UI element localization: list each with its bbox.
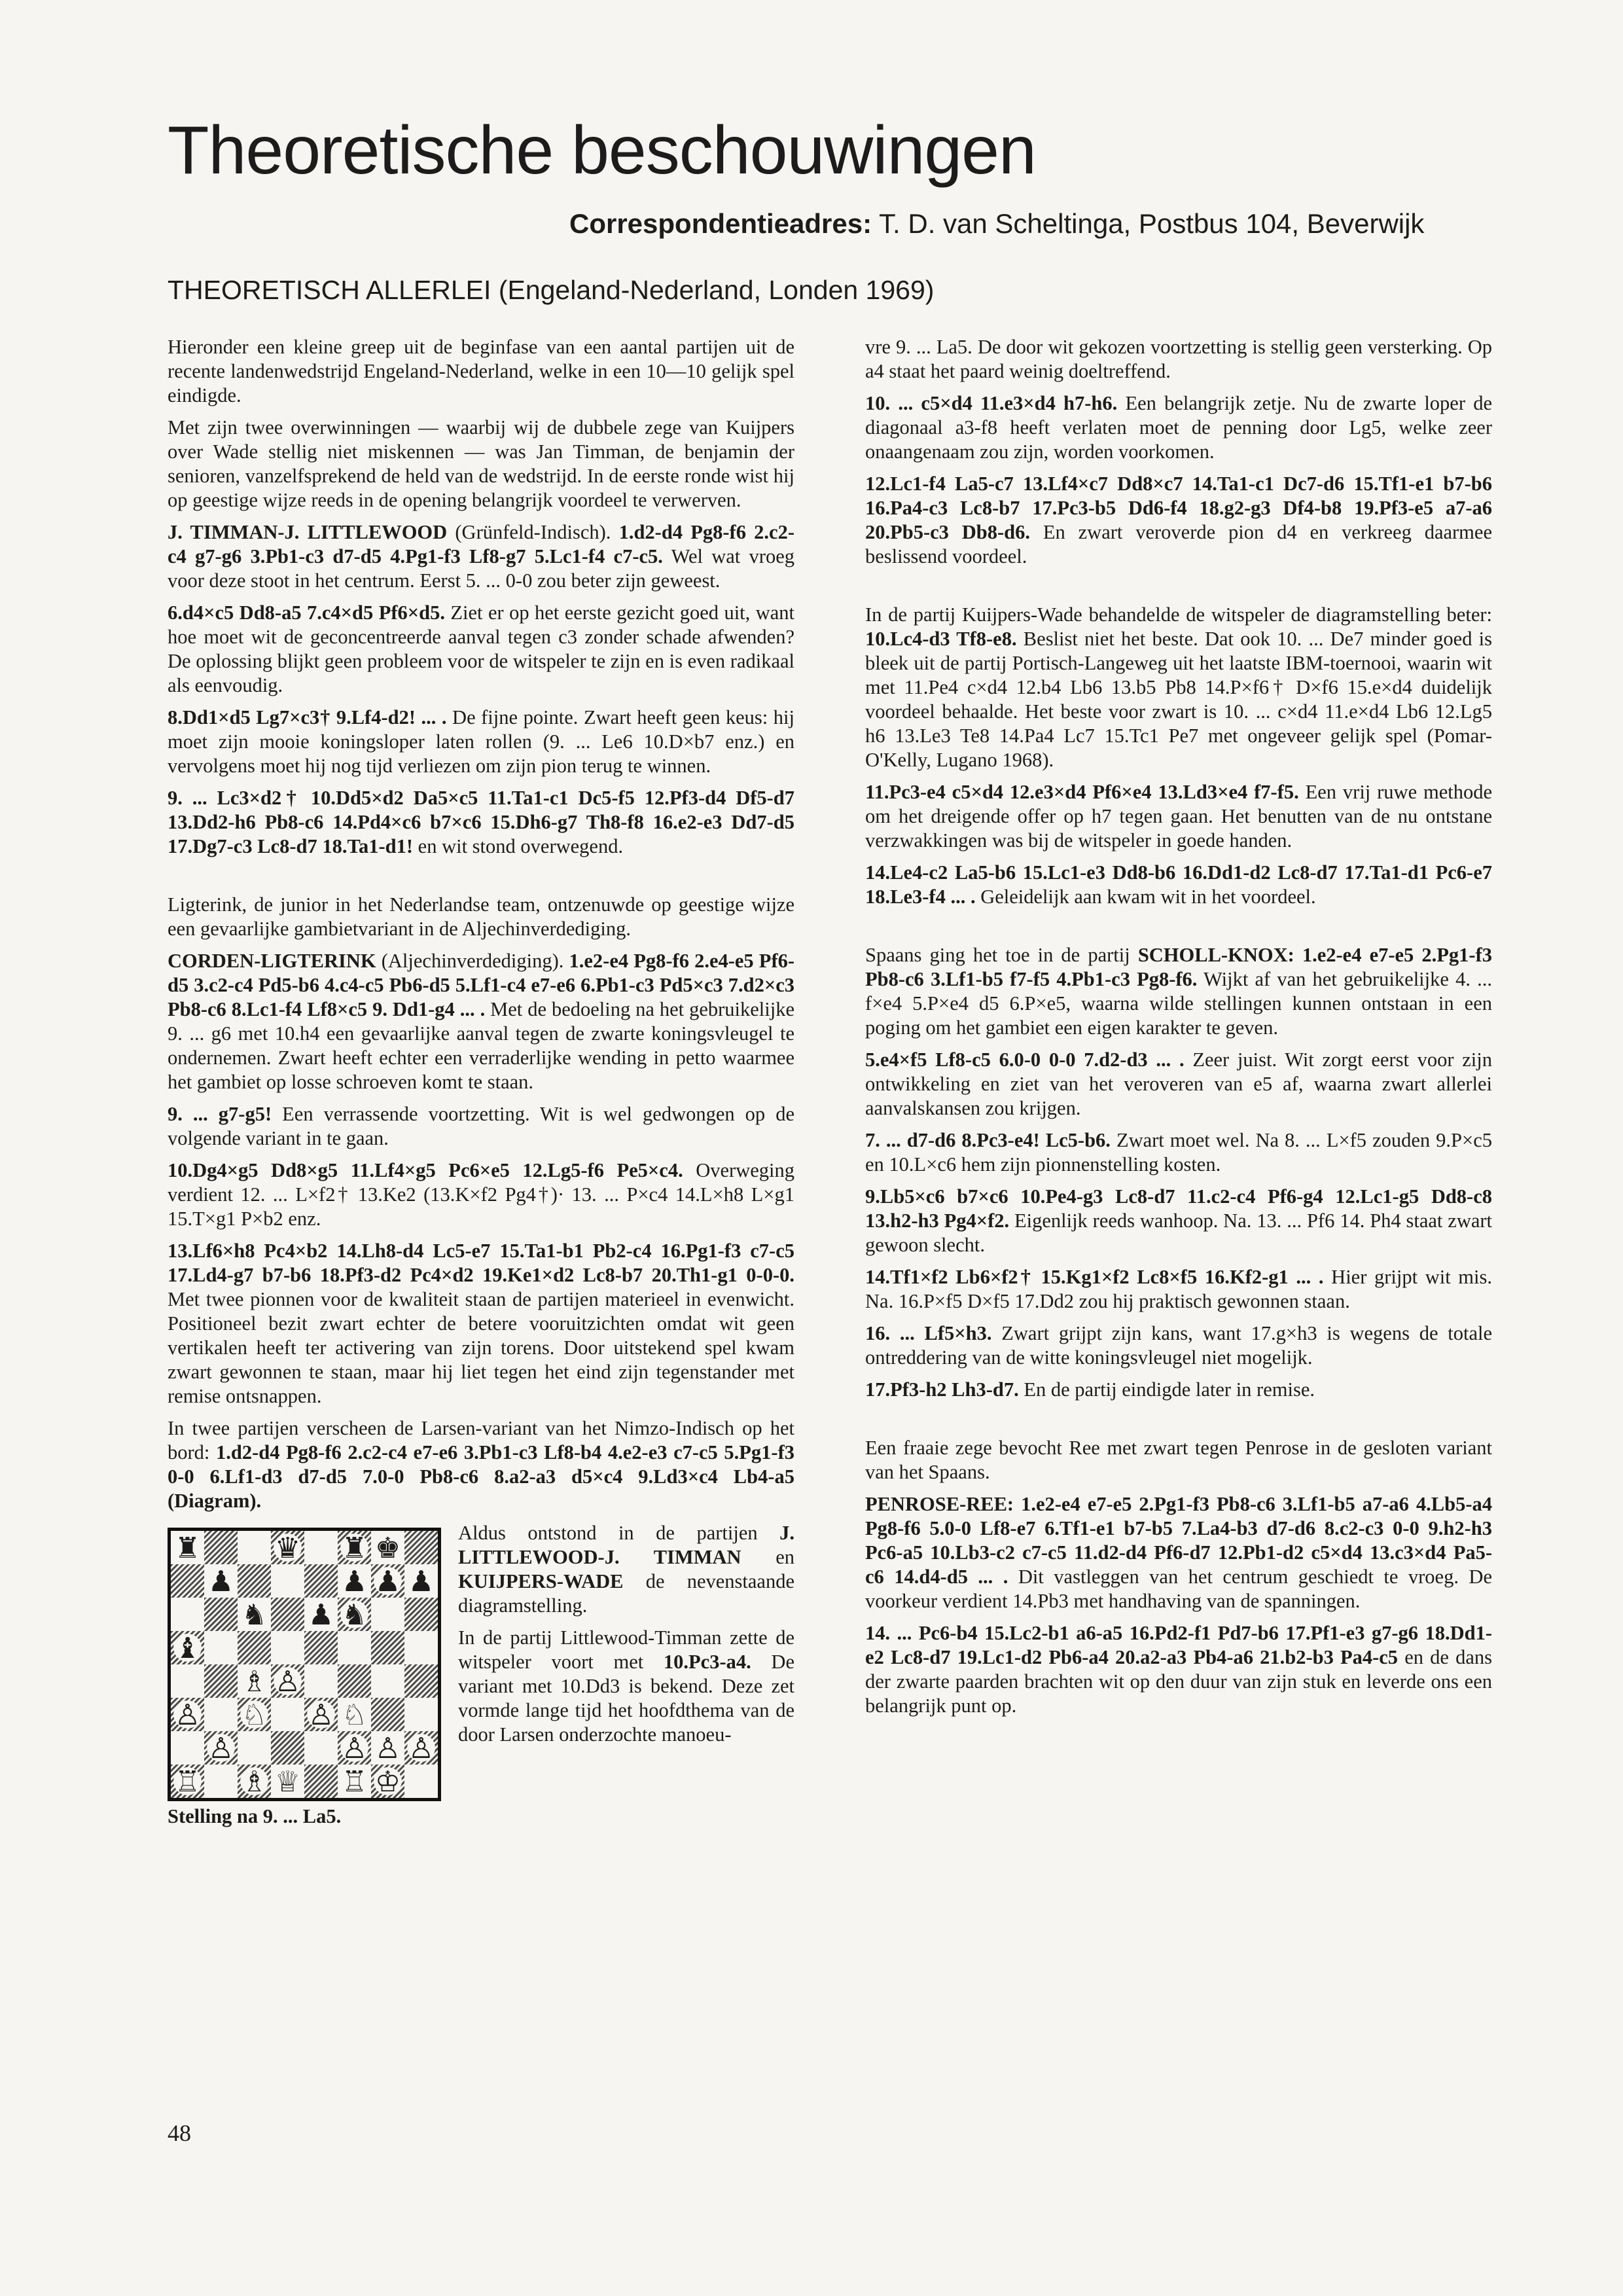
white-rook-icon: ♖ [174, 1765, 201, 1799]
annotation-paragraph: 6.d4×c5 Dd8-a5 7.c4×d5 Pf6×d5. Ziet er op het eerste gezicht goed uit, want hoe moet wit de geconcentreerde aanval tegen c3 zonder schade afwenden? De oplossing blijkt geen probleem voor de witspeler te zijn en is even radikaal als eenvoudig. [168, 601, 794, 696]
board-square-g3 [371, 1698, 404, 1731]
annotation-paragraph: 11.Pc3-e4 c5×d4 12.e3×d4 Pf6×e4 13.Ld3×e4 f7-f5. Een vrij ruwe methode om het dreigende offer op h7 tegen gaan. Het benutten van de nu ontstane verzwakkingen was bij de witspeler in goede handen. [865, 781, 1493, 852]
black-pawn-icon: ♟ [374, 1564, 401, 1598]
moves: 17.Pf3-h2 Lh3-d7. [865, 1378, 1019, 1401]
board-square-c2 [238, 1731, 271, 1765]
board-square-g5 [371, 1631, 404, 1664]
black-pawn-icon: ♟ [308, 1598, 334, 1632]
annotation-paragraph: 10.Dg4×g5 Dd8×g5 11.Lf4×g5 Pc6×e5 12.Lg5-f6 Pe5×c4. Overweging verdient 12. ... L×f2† 13.Ke2 (13.K×f2 Pg4†)· 13. ... P×c4 14.L×h8 L×g1 15.T×g1 P×b2 enz. [168, 1159, 794, 1230]
annotation-paragraph: 9. ... Lc3×d2† 10.Dd5×d2 Da5×c5 11.Ta1-c1 Dc5-f5 12.Pf3-d4 Df5-d7 13.Dd2-h6 Pb8-c6 14.Pd4×c6 b7×c6 15.Dh6-g7 Th8-f8 16.e2-e3 Dd7-d5 17.Dg7-c3 Lc8-d7 18.Ta1-d1! en wit stond overwegend. [168, 787, 794, 857]
board-square-a2 [171, 1731, 204, 1765]
board-square-g6 [371, 1598, 404, 1631]
black-rook-icon: ♜ [341, 1531, 368, 1565]
diagram-caption: Stelling na 9. ... La5. [168, 1805, 342, 1827]
address-value: T. D. van Scheltinga, Postbus 104, Beverwijk [872, 208, 1425, 239]
diagram-figure [168, 1521, 794, 1831]
moves: 14. ... Pc6-b4 15.Lc2-b1 a6-a5 16.Pd2-f1 Pd7-b6 17.Pf1-e3 g7-g6 18.Dd1-e2 Lc8-d7 19.Lc1-d2 Pb6-a4 20.a2-a3 Pb4-a6 21.b2-b3 Pa4-c5 [865, 1622, 1492, 1668]
board-square-d3 [271, 1698, 304, 1731]
moves: 5.e4×f5 Lf8-c5 6.0-0 0-0 7.d2-d3 ... . [865, 1049, 1185, 1071]
black-knight-icon: ♞ [341, 1598, 368, 1632]
moves: 7. ... d7-d6 8.Pc3-e4! Lc5-b6. [865, 1129, 1111, 1151]
diagram-note: Aldus ontstond in de partijen J. LITTLEWOOD-J. TIMMAN en KUIJPERS-WADE de nevenstaande diagramstelling. [458, 1522, 794, 1617]
white-pawn-icon: ♙ [308, 1698, 334, 1732]
right-column [865, 335, 1492, 1726]
board-square-b6 [204, 1598, 238, 1631]
board-square-h8 [404, 1531, 438, 1564]
moves: 10. ... c5×d4 11.e3×d4 h7-h6. [865, 392, 1118, 414]
board-square-h4 [404, 1664, 438, 1698]
ligterink-paragraph: Ligterink, de junior in het Nederlandse team, ontzenuwde op geestige wijze een gevaarlijke gambietvariant in de Aljechinverdediging. [168, 893, 794, 940]
annotation-paragraph: 16. ... Lf5×h3. Zwart grijpt zijn kans, want 17.g×h3 is wegens de totale ontreddering van de witte koningsvleugel niet mogelijk. [865, 1322, 1492, 1369]
annotation-paragraph: 14. ... Pc6-b4 15.Lc2-b1 a6-a5 16.Pd2-f1 Pd7-b6 17.Pf1-e3 g7-g6 18.Dd1-e2 Lc8-d7 19.Lc1-d2 Pb6-a4 20.a2-a3 Pb4-a6 21.b2-b3 Pa4-c5 en de dans der zwarte paarden brachten wit op den duur van zijn stuk en leverde ons een belangrijk punt op. [865, 1622, 1493, 1717]
moves: 10.Pc3-a4. [663, 1651, 751, 1673]
moves: 1.d2-d4 Pg8-f6 2.c2-c4 e7-e6 3.Pb1-c3 Lf8-b4 4.e2-e3 c7-c5 5.Pg1-f3 0-0 6.Lf1-d3 d7-d5 7.0-0 Pb8-c6 8.a2-a3 d5×c4 9.Ld3×c4 Lb4-a5 (Diagram). [168, 1441, 794, 1512]
kuijpers-wade-paragraph: In de partij Kuijpers-Wade behandelde de witspeler de diagramstelling beter: 10.Lc4-d3 Tf8-e8. Beslist niet het beste. Dat ook 10. ... De7 minder goed is bleek uit de partij Portisch-Langeweg uit het laatste IBM-toernooi, waarin wit met 11.Pe4 c×d4 12.b4 Lb6 13.b5 Pb8 14.P×f6† D×f6 15.e×d4 duidelijk voordeel behaalde. Het beste voor zwart is 10. ... c×d4 11.e×d4 Lb6 12.Lg5 h6 13.Le3 Te8 14.Pa4 Lc7 15.Tc1 Pe7 met ongeveer gelijk spel (Pomar-O'Kelly, Lugano 1968). [865, 603, 1492, 771]
moves: 1.e2-e4 e7-e5 2.Pg1-f3 Pb8-c6 3.Lf1-b5 f7-f5 4.Pb1-c3 Pg8-f6. [865, 944, 1492, 990]
black-pawn-icon: ♟ [408, 1564, 435, 1598]
diagram-wrapper [168, 1528, 441, 1828]
board-square-c5 [238, 1631, 271, 1664]
moves: 9.Lb5×c6 b7×c6 10.Pe4-g3 Lc8-d7 11.c2-c4 Pf6-g4 12.Lc1-g5 Dd8-c8 13.h2-h3 Pg4×f2. [865, 1185, 1492, 1232]
black-bishop-icon: ♝ [174, 1631, 201, 1665]
board-square-b5 [204, 1631, 238, 1664]
board-square-a6 [171, 1598, 204, 1631]
diagram-note: In de partij Littlewood-Timman zette de witspeler voort met 10.Pc3-a4. De variant met 10.Dd3 is bekend. Deze zet vormde lange tijd het hoofdthema van de door Larsen onderzochte manoeu- [458, 1626, 794, 1746]
white-pawn-icon: ♙ [408, 1731, 435, 1765]
continuation-paragraph: vre 9. ... La5. De door wit gekozen voortzetting is stellig geen versterking. Op a4 staat het paard weinig doeltreffend. [865, 336, 1492, 382]
board-square-e2 [304, 1731, 338, 1765]
board-square-e8 [304, 1531, 338, 1564]
chess-diagram [168, 1528, 441, 1801]
white-queen-icon: ♕ [274, 1765, 301, 1799]
white-rook-icon: ♖ [341, 1765, 368, 1799]
moves: 9. ... g7-g5! [168, 1103, 272, 1125]
black-pawn-icon: ♟ [341, 1564, 368, 1598]
page-title: Theoretische beschouwingen [168, 113, 1036, 188]
annotation-paragraph: 9.Lb5×c6 b7×c6 10.Pe4-g3 Lc8-d7 11.c2-c4 Pf6-g4 12.Lc1-g5 Dd8-c8 13.h2-h3 Pg4×f2. Eigenlijk reeds wanhoop. Na. 13. ... Pf6 14. Ph4 staat zwart gewoon slecht. [865, 1185, 1493, 1256]
board-square-e1 [304, 1765, 338, 1798]
moves: 1.e2-e4 Pg8-f6 2.e4-e5 Pf6-d5 3.c2-c4 Pd5-b6 4.c4-c5 Pb6-d5 5.Lf1-c4 e7-e6 6.Pb1-c3 Pd5×c3 7.d2×c3 Pb8-c6 8.Lc1-f4 Lf8×c5 9. Dd1-g4 ... . [168, 950, 795, 1020]
ree-paragraph: Een fraaie zege bevocht Ree met zwart tegen Penrose in de gesloten variant van het Spaans. [865, 1437, 1492, 1483]
game-title: J. LITTLEWOOD-J. TIMMAN [458, 1522, 794, 1568]
game-title: PENROSE-REE: [865, 1493, 1014, 1515]
board-square-e5 [304, 1631, 338, 1664]
white-pawn-icon: ♙ [174, 1698, 201, 1732]
moves: 10.Lc4-d3 Tf8-e8. [865, 628, 1017, 650]
game-penrose-ree: PENROSE-REE: 1.e2-e4 e7-e5 2.Pg1-f3 Pb8-c6 3.Lf1-b5 a7-a6 4.Lb5-a4 Pg8-f6 5.0-0 Lf8-e7 6.Tf1-e1 b7-b5 7.La4-b3 d7-d6 8.c2-c3 0-0 9.h2-h3 Pc6-a5 10.Lb3-c2 c7-c5 11.d2-d4 Pf6-d7 12.Pb1-d2 c5×d4 13.c3×d4 Pa5-c6 14.d4-d5 ... . Dit vastleggen van het centrum geschiedt te vroeg. De voorkeur verdient 14.Pb3 met handhaving van de spanningen. [865, 1493, 1492, 1612]
board-square-f5 [338, 1631, 371, 1664]
timman-paragraph: Met zijn twee overwinningen — waarbij wij de dubbele zege van Kuijpers over Wade stellig niet miskennen — was Jan Timman, de benjamin der senioren, vanzelfsprekend de held van de wedstrijd. In de eerste ronde wist hij op geestige wijze reeds in de opening belangrijk voordeel te verwerven. [168, 416, 794, 511]
moves: 13.Lf6×h8 Pc4×b2 14.Lh8-d4 Lc5-e7 15.Ta1-b1 Pb2-c4 16.Pg1-f3 c7-c5 17.Ld4-g7 b7-b6 18.Pf3-d2 Pc4×d2 19.Ke1×d2 Lc8-b7 20.Th1-g1 0-0-0. [168, 1240, 794, 1286]
board-square-g4 [371, 1664, 404, 1698]
board-square-d5 [271, 1631, 304, 1664]
black-knight-icon: ♞ [241, 1598, 268, 1632]
moves: 1.d2-d4 Pg8-f6 2.c2-c4 g7-g6 3.Pb1-c3 d7-d5 4.Pg1-f3 Lf8-g7 5.Lc1-f4 c7-c5. [168, 521, 794, 567]
black-pawn-icon: ♟ [207, 1564, 234, 1598]
annotation-paragraph: 14.Tf1×f2 Lb6×f2† 15.Kg1×f2 Lc8×f5 16.Kf2-g1 ... . Hier grijpt wit mis. Na. 16.P×f5 D×f5 17.Dd2 zou hij praktisch gewonnen staan. [865, 1266, 1492, 1312]
board-square-h6 [404, 1598, 438, 1631]
board-square-e7 [304, 1564, 338, 1598]
white-bishop-icon: ♗ [241, 1765, 268, 1799]
board-square-h1 [404, 1765, 438, 1798]
section-heading: THEORETISCH ALLERLEI (Engeland-Nederland, Londen 1969) [168, 275, 935, 305]
board-square-b8 [204, 1531, 238, 1564]
moves: 1.e2-e4 e7-e5 2.Pg1-f3 Pb8-c6 3.Lf1-b5 a7-a6 4.Lb5-a4 Pg8-f6 5.0-0 Lf8-e7 6.Tf1-e1 b7-b5 7.La4-b3 d7-d6 8.c2-c3 0-0 9.h2-h3 Pc6-a5 10.Lb3-c2 c7-c5 11.d2-d4 Pf6-d7 12.Pb1-d2 c5×d4 13.c3×d4 Pa5-c6 14.d4-d5 ... . [865, 1493, 1492, 1588]
address-label: Correspondentieadres: [569, 208, 872, 239]
board-square-h5 [404, 1631, 438, 1664]
white-king-icon: ♔ [374, 1765, 401, 1799]
annotation-paragraph: 17.Pf3-h2 Lh3-d7. En de partij eindigde later in remise. [865, 1378, 1315, 1401]
board-square-e4 [304, 1664, 338, 1698]
game-title: KUIJPERS-WADE [458, 1570, 624, 1592]
board-square-f4 [338, 1664, 371, 1698]
white-knight-icon: ♘ [241, 1698, 268, 1732]
white-pawn-icon: ♙ [274, 1664, 301, 1698]
annotation-paragraph: 8.Dd1×d5 Lg7×c3† 9.Lf4-d2! ... . De fijne pointe. Zwart heeft geen keus: hij moet zijn mooie koningsloper laten rollen (9. ... Le6 10.D×b7 enz.) en vervolgens moet hij nog tijd verliezen om zijn pion terug te winnen. [168, 706, 794, 777]
black-rook-icon: ♜ [174, 1531, 201, 1565]
board-square-b4 [204, 1664, 238, 1698]
board-square-b3 [204, 1698, 238, 1731]
annotation-paragraph: 7. ... d7-d6 8.Pc3-e4! Lc5-b6. Zwart moet wel. Na 8. ... L×f5 zouden 9.P×c5 en 10.L×c6 hem zijn pionnenstelling kosten. [865, 1129, 1492, 1175]
board-square-d6 [271, 1598, 304, 1631]
moves: 14.Tf1×f2 Lb6×f2† 15.Kg1×f2 Lc8×f5 16.Kf2-g1 ... . [865, 1266, 1324, 1288]
annotation-paragraph: 12.Lc1-f4 La5-c7 13.Lf4×c7 Dd8×c7 14.Ta1-c1 Dc7-d6 15.Tf1-e1 b7-b6 16.Pa4-c3 Lc8-b7 17.Pc3-b5 Dd6-f4 18.g2-g3 Df4-b8 19.Pf3-e5 a7-a6 20.Pb5-c3 Db8-d6. En zwart veroverde pion d4 en verkreeg daarmee beslissend voordeel. [865, 473, 1492, 567]
annotation-paragraph: 10. ... c5×d4 11.e3×d4 h7-h6. Een belangrijk zetje. Nu de zwarte loper de diagonaal a3-f8 heeft verlaten moet de penning door Lg5, welke zeer onaangenaam zou zijn, worden voorkomen. [865, 392, 1492, 463]
board-square-a7 [171, 1564, 204, 1598]
moves: 11.Pc3-e4 c5×d4 12.e3×d4 Pf6×e4 13.Ld3×e4 f7-f5. [865, 781, 1299, 803]
white-pawn-icon: ♙ [341, 1731, 368, 1765]
white-pawn-icon: ♙ [374, 1731, 401, 1765]
black-king-icon: ♚ [374, 1531, 401, 1565]
annotation-paragraph: 5.e4×f5 Lf8-c5 6.0-0 0-0 7.d2-d3 ... . Zeer juist. Wit zorgt eerst voor zijn ontwikkeling en ziet van het veroveren van e5 af, waarna zwart allerlei aanvalskansen zou krijgen. [865, 1049, 1492, 1119]
game-corden-ligterink: CORDEN-LIGTERINK (Aljechinverdediging). 1.e2-e4 Pg8-f6 2.e4-e5 Pf6-d5 3.c2-c4 Pd5-b6 4.c4-c5 Pb6-d5 5.Lf1-c4 e7-e6 6.Pb1-c3 Pd5×c3 7.d2×c3 Pb8-c6 8.Lc1-f4 Lf8×c5 9. Dd1-g4 ... . Met de bedoeling na het gebruikelijke 9. ... g6 met 10.h4 een gevaarlijke aanval tegen de zwarte koningsvleugel te ondernemen. Zwart heeft echter een verraderlijke wending in petto waarmee het gambiet op losse schroeven komt te staan. [168, 950, 795, 1093]
moves: 16. ... Lf5×h3. [865, 1322, 992, 1344]
white-knight-icon: ♘ [341, 1698, 368, 1732]
moves: 6.d4×c5 Dd8-a5 7.c4×d5 Pf6×d5. [168, 601, 445, 624]
game-title: J. TIMMAN-J. LITTLEWOOD [168, 521, 448, 543]
moves: 8.Dd1×d5 Lg7×c3† 9.Lf4-d2! ... . [168, 706, 447, 728]
game-timman-littlewood: J. TIMMAN-J. LITTLEWOOD (Grünfeld-Indisch). 1.d2-d4 Pg8-f6 2.c2-c4 g7-g6 3.Pb1-c3 d7-d5 4.Pg1-f3 Lf8-g7 5.Lc1-f4 c7-c5. Wel wat vroeg voor deze stoot in het centrum. Eerst 5. ... 0-0 zou beter zijn geweest. [168, 521, 794, 592]
game-title: CORDEN-LIGTERINK [168, 950, 376, 972]
annotation-paragraph: 13.Lf6×h8 Pc4×b2 14.Lh8-d4 Lc5-e7 15.Ta1-b1 Pb2-c4 16.Pg1-f3 c7-c5 17.Ld4-g7 b7-b6 18.Pf3-d2 Pc4×d2 19.Ke1×d2 Lc8-b7 20.Th1-g1 0-0-0. Met twee pionnen voor de kwaliteit staan de partijen materieel in evenwicht. Positioneel bezit zwart echter de betere vooruitzichten omdat wit geen vertikalen heeft ter activering van zijn torens. Door uitstekend spel kwam zwart gewonnen te staan, maar hij liet tegen het eind zijn tegenstander met remise ontsnappen. [168, 1240, 794, 1407]
moves: 10.Dg4×g5 Dd8×g5 11.Lf4×g5 Pc6×e5 12.Lg5-f6 Pe5×c4. [168, 1159, 683, 1181]
correspondence-address [569, 208, 1424, 240]
annotation-paragraph: 9. ... g7-g5! Een verrassende voortzetting. Wit is wel gedwongen op de volgende variant in te gaan. [168, 1103, 794, 1149]
moves: 12.Lc1-f4 La5-c7 13.Lf4×c7 Dd8×c7 14.Ta1-c1 Dc7-d6 15.Tf1-e1 b7-b6 16.Pa4-c3 Lc8-b7 17.Pc3-b5 Dd6-f4 18.g2-g3 Df4-b8 19.Pf3-e5 a7-a6 20.Pb5-c3 Db8-d6. [865, 473, 1492, 543]
moves: 14.Le4-c2 La5-b6 15.Lc1-e3 Dd8-b6 16.Dd1-d2 Lc8-d7 17.Ta1-d1 Pc6-e7 18.Le3-f4 ... . [865, 861, 1492, 908]
board-square-b1 [204, 1765, 238, 1798]
game-title: SCHOLL-KNOX: [1137, 944, 1294, 966]
game-scholl-knox: Spaans ging het toe in de partij SCHOLL-KNOX: 1.e2-e4 e7-e5 2.Pg1-f3 Pb8-c6 3.Lf1-b5 f7-f5 4.Pb1-c3 Pg8-f6. Wijkt af van het gebruikelijke 4. ... f×e4 5.P×e4 d5 6.P×e5, waarna wilde stellingen kunnen ontstaan in een poging om het gambiet een eigen karakter te geven. [865, 944, 1493, 1039]
larsen-paragraph: In twee partijen verscheen de Larsen-variant van het Nimzo-Indisch op het bord: 1.d2-d4 Pg8-f6 2.c2-c4 e7-e6 3.Pb1-c3 Lf8-b4 4.e2-e3 c7-c5 5.Pg1-f3 0-0 6.Lf1-d3 d7-d5 7.0-0 Pb8-c6 8.a2-a3 d5×c4 9.Ld3×c4 Lb4-a5 (Diagram). [168, 1417, 794, 1512]
board-square-c7 [238, 1564, 271, 1598]
white-bishop-icon: ♗ [241, 1664, 268, 1698]
board-square-h3 [404, 1698, 438, 1731]
moves: 9. ... Lc3×d2† 10.Dd5×d2 Da5×c5 11.Ta1-c1 Dc5-f5 12.Pf3-d4 Df5-d7 13.Dd2-h6 Pb8-c6 14.Pd4×c6 b7×c6 15.Dh6-g7 Th8-f8 16.e2-e3 Dd7-d5 17.Dg7-c3 Lc8-d7 18.Ta1-d1! [168, 787, 794, 857]
page-number: 48 [168, 2120, 191, 2146]
board-square-a4 [171, 1664, 204, 1698]
left-column [168, 335, 794, 1831]
white-pawn-icon: ♙ [207, 1731, 234, 1765]
annotation-paragraph: 14.Le4-c2 La5-b6 15.Lc1-e3 Dd8-b6 16.Dd1-d2 Lc8-d7 17.Ta1-d1 Pc6-e7 18.Le3-f4 ... . Geleidelijk aan kwam wit in het voordeel. [865, 861, 1492, 908]
board-square-c8 [238, 1531, 271, 1564]
board-square-d2 [271, 1731, 304, 1765]
black-queen-icon: ♛ [274, 1531, 301, 1565]
board-square-d7 [271, 1564, 304, 1598]
intro-paragraph: Hieronder een kleine greep uit de beginfase van een aantal partijen uit de recente landenwedstrijd Engeland-Nederland, welke in een 10—10 gelijk spel eindigde. [168, 336, 794, 406]
